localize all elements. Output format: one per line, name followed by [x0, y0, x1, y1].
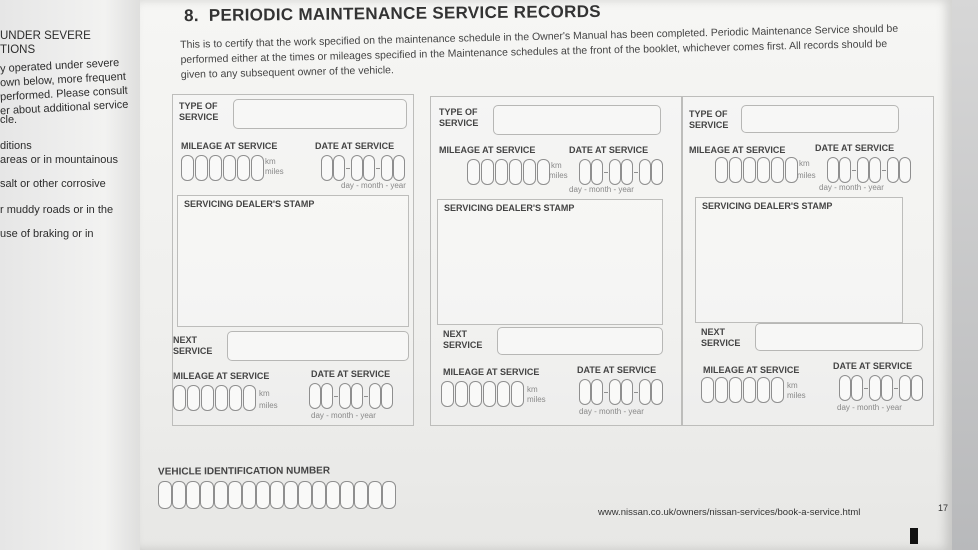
next-mileage-input[interactable]: [701, 377, 784, 403]
miles-label: miles: [787, 391, 806, 400]
mileage-label: MILEAGE AT SERVICE: [439, 145, 536, 155]
next-service-label: NEXT SERVICE: [701, 327, 741, 348]
km-label: km: [799, 159, 810, 168]
miles-label: miles: [549, 171, 568, 180]
date-input[interactable]: [321, 155, 405, 181]
next-service-field[interactable]: [497, 327, 663, 355]
dealer-stamp-label: SERVICING DEALER'S STAMP: [184, 199, 315, 209]
type-of-service-label: TYPE OF SERVICE: [179, 101, 219, 122]
next-service-label: NEXT SERVICE: [443, 329, 483, 350]
left-text-line: ditions: [0, 140, 32, 152]
binder-clip: [910, 528, 918, 544]
left-text-line: cle.: [0, 114, 18, 126]
mileage-input[interactable]: [715, 157, 798, 183]
km-label: km: [265, 157, 276, 166]
date-format-hint: day - month - year: [311, 411, 376, 420]
maintenance-records-page: [140, 0, 952, 550]
dealer-stamp-area[interactable]: [695, 197, 903, 323]
date-format-hint: day - month - year: [819, 183, 884, 192]
date-input[interactable]: [579, 159, 663, 185]
date-format-hint: day - month - year: [569, 185, 634, 194]
next-mileage-input[interactable]: [441, 381, 524, 407]
nissan-service-url[interactable]: www.nissan.co.uk/owners/nissan-services/book-a-service.html: [598, 507, 861, 518]
miles-label: miles: [259, 401, 278, 410]
next-mileage-input[interactable]: [173, 385, 256, 411]
left-text-line: er about additional service: [0, 98, 129, 118]
left-text-line: performed. Please consult: [0, 84, 129, 104]
dealer-stamp-area[interactable]: [437, 199, 663, 325]
date-label: DATE AT SERVICE: [815, 143, 895, 153]
next-service-label: NEXT SERVICE: [173, 335, 213, 356]
mileage-input[interactable]: [181, 155, 264, 181]
date-format-hint: day - month - year: [837, 403, 902, 412]
next-mileage-label: MILEAGE AT SERVICE: [173, 371, 270, 381]
left-text-line: UNDER SEVERE: [0, 30, 91, 42]
miles-label: miles: [527, 395, 546, 404]
section-number: 8.: [183, 6, 199, 26]
left-text-line: y operated under severe: [0, 56, 120, 76]
next-date-label: DATE AT SERVICE: [833, 361, 913, 371]
left-text-line: salt or other corrosive: [0, 178, 106, 190]
km-label: km: [259, 389, 270, 398]
left-text-line: TIONS: [0, 44, 36, 56]
next-date-input[interactable]: [839, 375, 923, 401]
next-date-label: DATE AT SERVICE: [577, 365, 657, 375]
left-page: [0, 0, 150, 550]
next-date-label: DATE AT SERVICE: [311, 369, 391, 379]
type-of-service-field[interactable]: [741, 105, 899, 133]
page-number: 17: [938, 503, 949, 513]
left-text-line: own below, more frequent: [0, 70, 127, 90]
next-date-input[interactable]: [309, 383, 393, 409]
mileage-label: MILEAGE AT SERVICE: [181, 141, 278, 151]
left-text-line: r muddy roads or in the: [0, 204, 114, 216]
title-text: PERIODIC MAINTENANCE SERVICE RECORDS: [208, 1, 601, 25]
dealer-stamp-label: SERVICING DEALER'S STAMP: [702, 201, 833, 211]
page-title: [184, 2, 601, 26]
date-label: DATE AT SERVICE: [569, 145, 649, 155]
date-label: DATE AT SERVICE: [315, 141, 395, 151]
miles-label: miles: [265, 167, 284, 176]
miles-label: miles: [797, 171, 816, 180]
date-format-hint: day - month - year: [579, 407, 644, 416]
date-input[interactable]: [827, 157, 911, 183]
date-format-hint: day - month - year: [341, 181, 406, 190]
km-label: km: [787, 381, 798, 390]
service-record-card-2: [430, 96, 682, 426]
next-mileage-label: MILEAGE AT SERVICE: [703, 365, 800, 375]
mileage-label: MILEAGE AT SERVICE: [689, 145, 786, 155]
next-date-input[interactable]: [579, 379, 663, 405]
type-of-service-label: TYPE OF SERVICE: [689, 109, 729, 130]
vin-input[interactable]: [158, 481, 396, 509]
service-record-card-3: [682, 96, 934, 426]
dealer-stamp-area[interactable]: [177, 195, 409, 327]
km-label: km: [551, 161, 562, 170]
type-of-service-field[interactable]: [493, 105, 661, 135]
service-record-card-1: [172, 94, 414, 426]
vin-label: VEHICLE IDENTIFICATION NUMBER: [157, 465, 331, 478]
mileage-input[interactable]: [467, 159, 550, 185]
dealer-stamp-label: SERVICING DEALER'S STAMP: [444, 203, 575, 213]
left-text-line: use of braking or in: [0, 228, 94, 240]
next-service-field[interactable]: [227, 331, 409, 361]
next-mileage-label: MILEAGE AT SERVICE: [443, 367, 540, 377]
type-of-service-field[interactable]: [233, 99, 407, 129]
left-text-line: areas or in mountainous: [0, 154, 119, 166]
next-service-field[interactable]: [755, 323, 923, 351]
km-label: km: [527, 385, 538, 394]
type-of-service-label: TYPE OF SERVICE: [439, 107, 479, 128]
intro-paragraph: This is to certify that the work specified on the maintenance schedule in the Owner's Manual has been completed. Periodic Maintenance Service should be performed either at the times or mileages specified in the Maintenance schedules at the front of the booklet, whichever comes first. All records should be given to any subsequent owner of the vehicle.: [180, 22, 899, 81]
